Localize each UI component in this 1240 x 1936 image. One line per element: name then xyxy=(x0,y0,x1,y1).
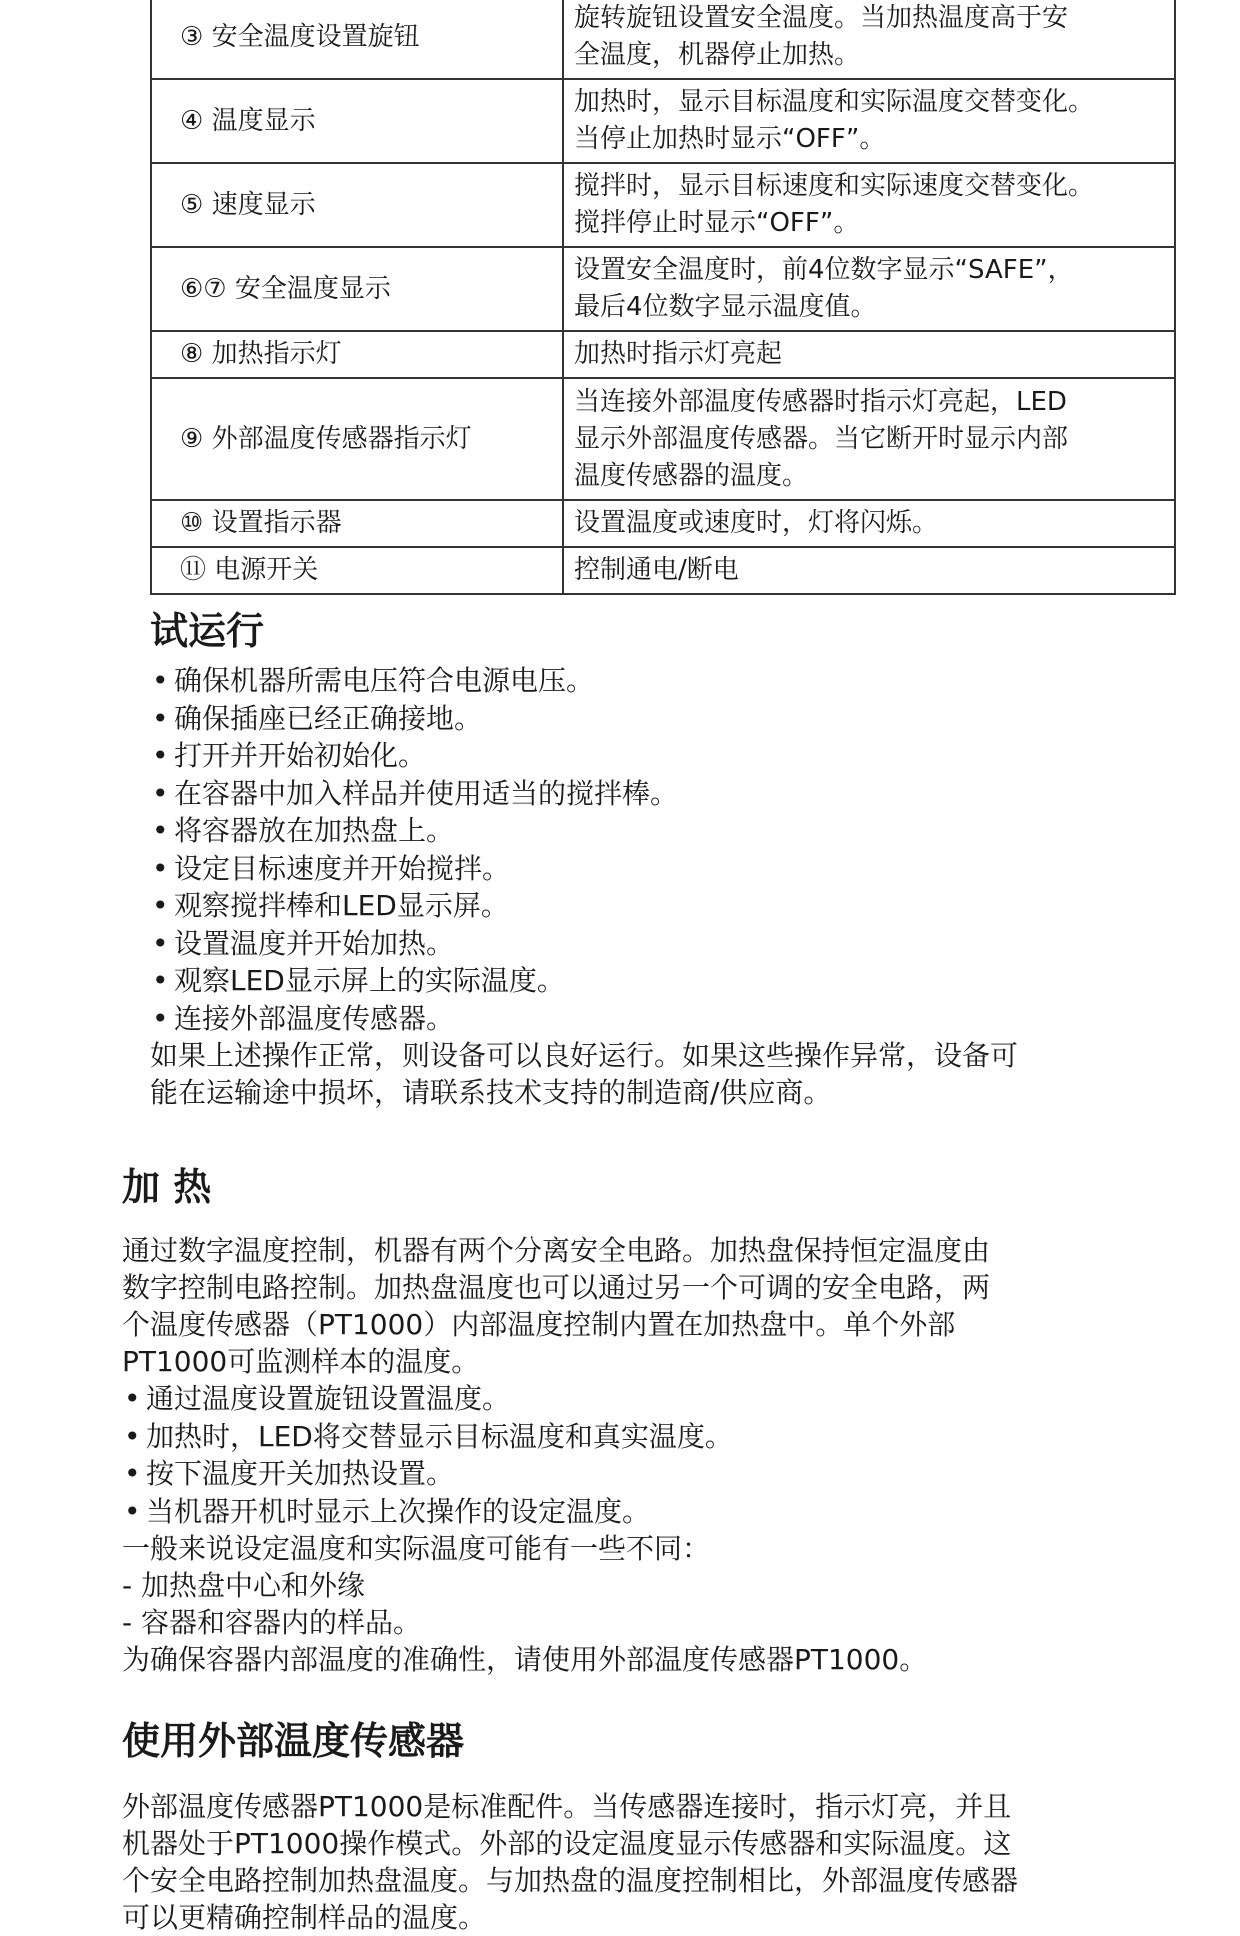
desc-line: 设置温度或速度时，灯将闪烁。 xyxy=(574,508,939,538)
trial-run-title: 试运行 xyxy=(150,609,265,653)
heating-intro-line: PT1000可监测样本的温度。 xyxy=(122,1345,480,1378)
heating-closing: 为确保容器内部温度的准确性，请使用外部温度传感器PT1000。 xyxy=(122,1643,928,1676)
table-cell-desc xyxy=(563,247,1175,331)
table-row xyxy=(151,0,1175,79)
table-cell-name: ⑧ 加热指示灯 xyxy=(151,331,563,378)
table-row xyxy=(151,79,1175,163)
desc-line: 最后4位数字显示温度值。 xyxy=(574,292,877,322)
external-sensor-line: 可以更精确控制样品的温度。 xyxy=(122,1901,487,1934)
desc-line: 温度传感器的温度。 xyxy=(574,460,809,491)
trial-run-list xyxy=(150,662,1150,1037)
list-item: • 通过温度设置旋钮设置温度。 xyxy=(122,1380,1152,1418)
list-item: • 连接外部温度传感器。 xyxy=(150,1000,1150,1038)
list-item: • 确保机器所需电压符合电源电压。 xyxy=(150,662,1150,700)
list-item: • 确保插座已经正确接地。 xyxy=(150,700,1150,738)
desc-line: 搅拌时，显示目标速度和实际速度交替变化。 xyxy=(574,171,1095,201)
list-item: • 设定目标速度并开始搅拌。 xyxy=(150,850,1150,888)
table-cell-name: ③ 安全温度设置旋钮 xyxy=(151,0,563,79)
desc-line: 加热时，显示目标温度和实际温度交替变化。 xyxy=(574,87,1095,117)
desc-line: 当停止加热时显示“OFF”。 xyxy=(574,124,886,154)
heating-dash-item: - 容器和容器内的样品。 xyxy=(122,1606,422,1639)
list-item: • 观察搅拌棒和LED显示屏。 xyxy=(150,887,1150,925)
heating-intro-line: 个温度传感器（PT1000）内部温度控制内置在加热盘中。单个外部 xyxy=(122,1308,956,1341)
list-item: • 设置温度并开始加热。 xyxy=(150,925,1150,963)
list-item: • 观察LED显示屏上的实际温度。 xyxy=(150,962,1150,1000)
external-sensor-body xyxy=(122,1788,1152,1936)
external-sensor-line: 个安全电路控制加热盘温度。与加热盘的温度控制相比，外部温度传感器 xyxy=(122,1864,1019,1897)
desc-line: 当连接外部温度传感器时指示灯亮起，LED xyxy=(574,386,1067,417)
table-row xyxy=(151,247,1175,331)
table-cell-name: ⑩ 设置指示器 xyxy=(151,500,563,547)
table-cell-name: ④ 温度显示 xyxy=(151,79,563,163)
heating-dash-item: - 加热盘中心和外缘 xyxy=(122,1569,366,1602)
desc-line: 旋转旋钮设置安全温度。当加热温度高于安 xyxy=(574,3,1069,33)
function-table xyxy=(150,0,1176,595)
list-item: • 加热时，LED将交替显示目标温度和真实温度。 xyxy=(122,1418,1152,1456)
desc-line: 设置安全温度时，前4位数字显示“SAFE”， xyxy=(574,255,1074,285)
table-cell-name: ⑨ 外部温度传感器指示灯 xyxy=(151,378,563,500)
table-cell-desc xyxy=(563,378,1175,500)
heating-section xyxy=(122,1162,1152,1678)
list-item: • 打开并开始初始化。 xyxy=(150,737,1150,775)
external-sensor-line: 机器处于PT1000操作模式。外部的设定温度显示传感器和实际温度。这 xyxy=(122,1827,1012,1860)
trial-run-section xyxy=(150,606,1150,1111)
table-cell-desc xyxy=(563,0,1175,79)
table-cell-desc xyxy=(563,331,1175,378)
table-row xyxy=(151,331,1175,378)
heating-intro-line: 通过数字温度控制，机器有两个分离安全电路。加热盘保持恒定温度由 xyxy=(122,1234,991,1267)
table-cell-desc xyxy=(563,79,1175,163)
desc-line: 搅拌停止时显示“OFF”。 xyxy=(574,208,860,238)
trial-run-closing-line: 能在运输途中损坏，请联系技术支持的制造商/供应商。 xyxy=(150,1076,832,1109)
table-row xyxy=(151,500,1175,547)
heating-intro-line: 数字控制电路控制。加热盘温度也可以通过另一个可调的安全电路，两 xyxy=(122,1271,991,1304)
heating-intro xyxy=(122,1232,1152,1380)
table-row xyxy=(151,378,1175,500)
desc-line: 显示外部温度传感器。当它断开时显示内部 xyxy=(574,423,1069,454)
table-cell-desc xyxy=(563,163,1175,247)
external-sensor-section xyxy=(122,1716,1152,1936)
list-item: • 将容器放在加热盘上。 xyxy=(150,812,1150,850)
desc-line: 控制通电/断电 xyxy=(574,555,739,585)
table-cell-name: ⑥⑦ 安全温度显示 xyxy=(151,247,563,331)
heating-title: 加 热 xyxy=(122,1165,212,1209)
table-cell-desc xyxy=(563,500,1175,547)
desc-line: 全温度，机器停止加热。 xyxy=(574,40,861,70)
table-cell-name: ⑪ 电源开关 xyxy=(151,547,563,594)
table-cell-desc xyxy=(563,547,1175,594)
list-item: • 当机器开机时显示上次操作的设定温度。 xyxy=(122,1493,1152,1531)
table-row xyxy=(151,163,1175,247)
external-sensor-title: 使用外部温度传感器 xyxy=(122,1719,465,1763)
desc-line: 加热时指示灯亮起 xyxy=(574,339,783,369)
list-item: • 按下温度开关加热设置。 xyxy=(122,1455,1152,1493)
trial-run-closing-line: 如果上述操作正常，则设备可以良好运行。如果这些操作异常，设备可 xyxy=(150,1039,1019,1072)
table-row xyxy=(151,547,1175,594)
list-item: • 在容器中加入样品并使用适当的搅拌棒。 xyxy=(150,775,1150,813)
heating-list xyxy=(122,1380,1152,1530)
external-sensor-line: 外部温度传感器PT1000是标准配件。当传感器连接时，指示灯亮，并且 xyxy=(122,1790,1012,1823)
heating-note: 一般来说设定温度和实际温度可能有一些不同： xyxy=(122,1532,711,1565)
table-cell-name: ⑤ 速度显示 xyxy=(151,163,563,247)
